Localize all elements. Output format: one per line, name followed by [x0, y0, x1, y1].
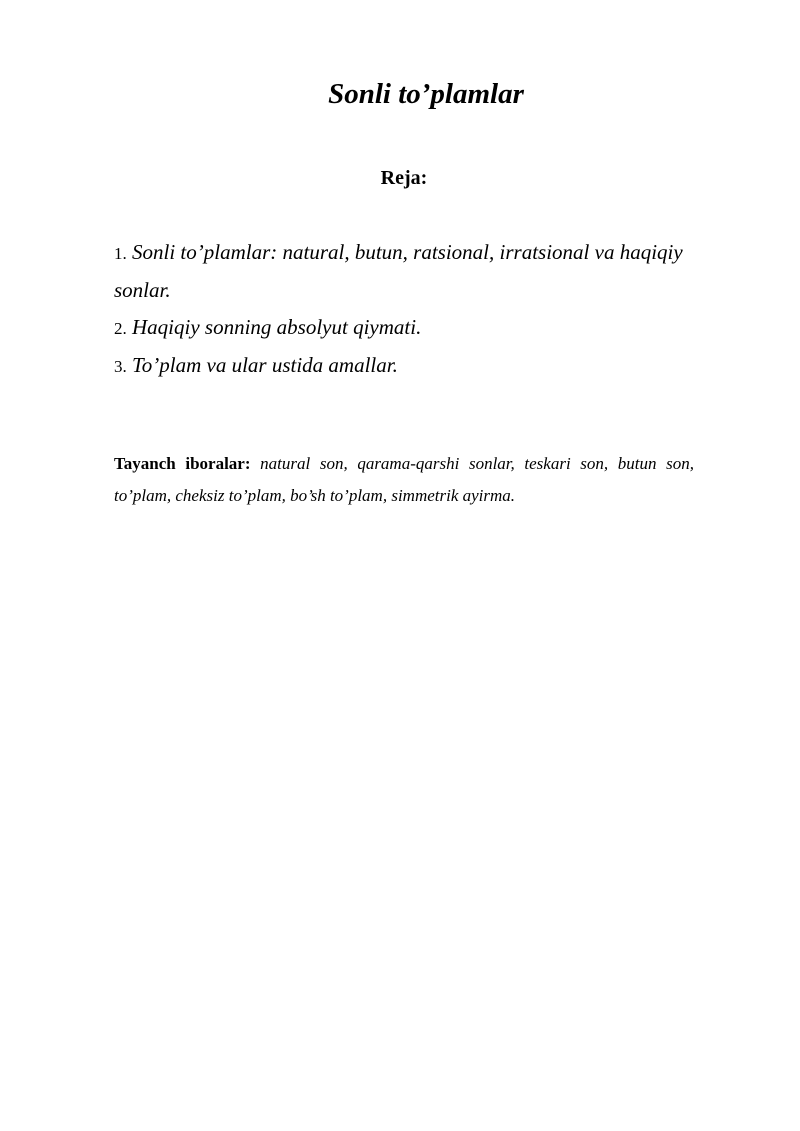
plan-item-text: Sonli to’plamlar: natural, butun, ratsional, irratsional va haqiqiy sonlar. — [114, 240, 683, 302]
keywords-label: Tayanch iboralar: — [114, 454, 251, 473]
plan-item — [114, 234, 714, 309]
plan-item-number: 1. — [114, 244, 127, 263]
plan-item-text: Haqiqiy sonning absolyut qiymati. — [132, 315, 422, 339]
plan-list — [114, 234, 714, 385]
keywords-terms: natural son, qarama-qarshi sonlar, teskari son, butun son, to’plam, cheksiz to’plam, bo’sh to’plam, simmetrik ayirma. — [114, 454, 694, 505]
plan-item — [114, 347, 714, 385]
keywords-paragraph — [114, 448, 694, 512]
plan-item-number: 2. — [114, 319, 127, 338]
plan-heading: Reja: — [380, 167, 428, 189]
plan-item — [114, 309, 714, 347]
document-title: Sonli to’plamlar — [328, 78, 524, 110]
plan-item-text: To’plam va ular ustida amallar. — [132, 353, 398, 377]
plan-item-number: 3. — [114, 357, 127, 376]
